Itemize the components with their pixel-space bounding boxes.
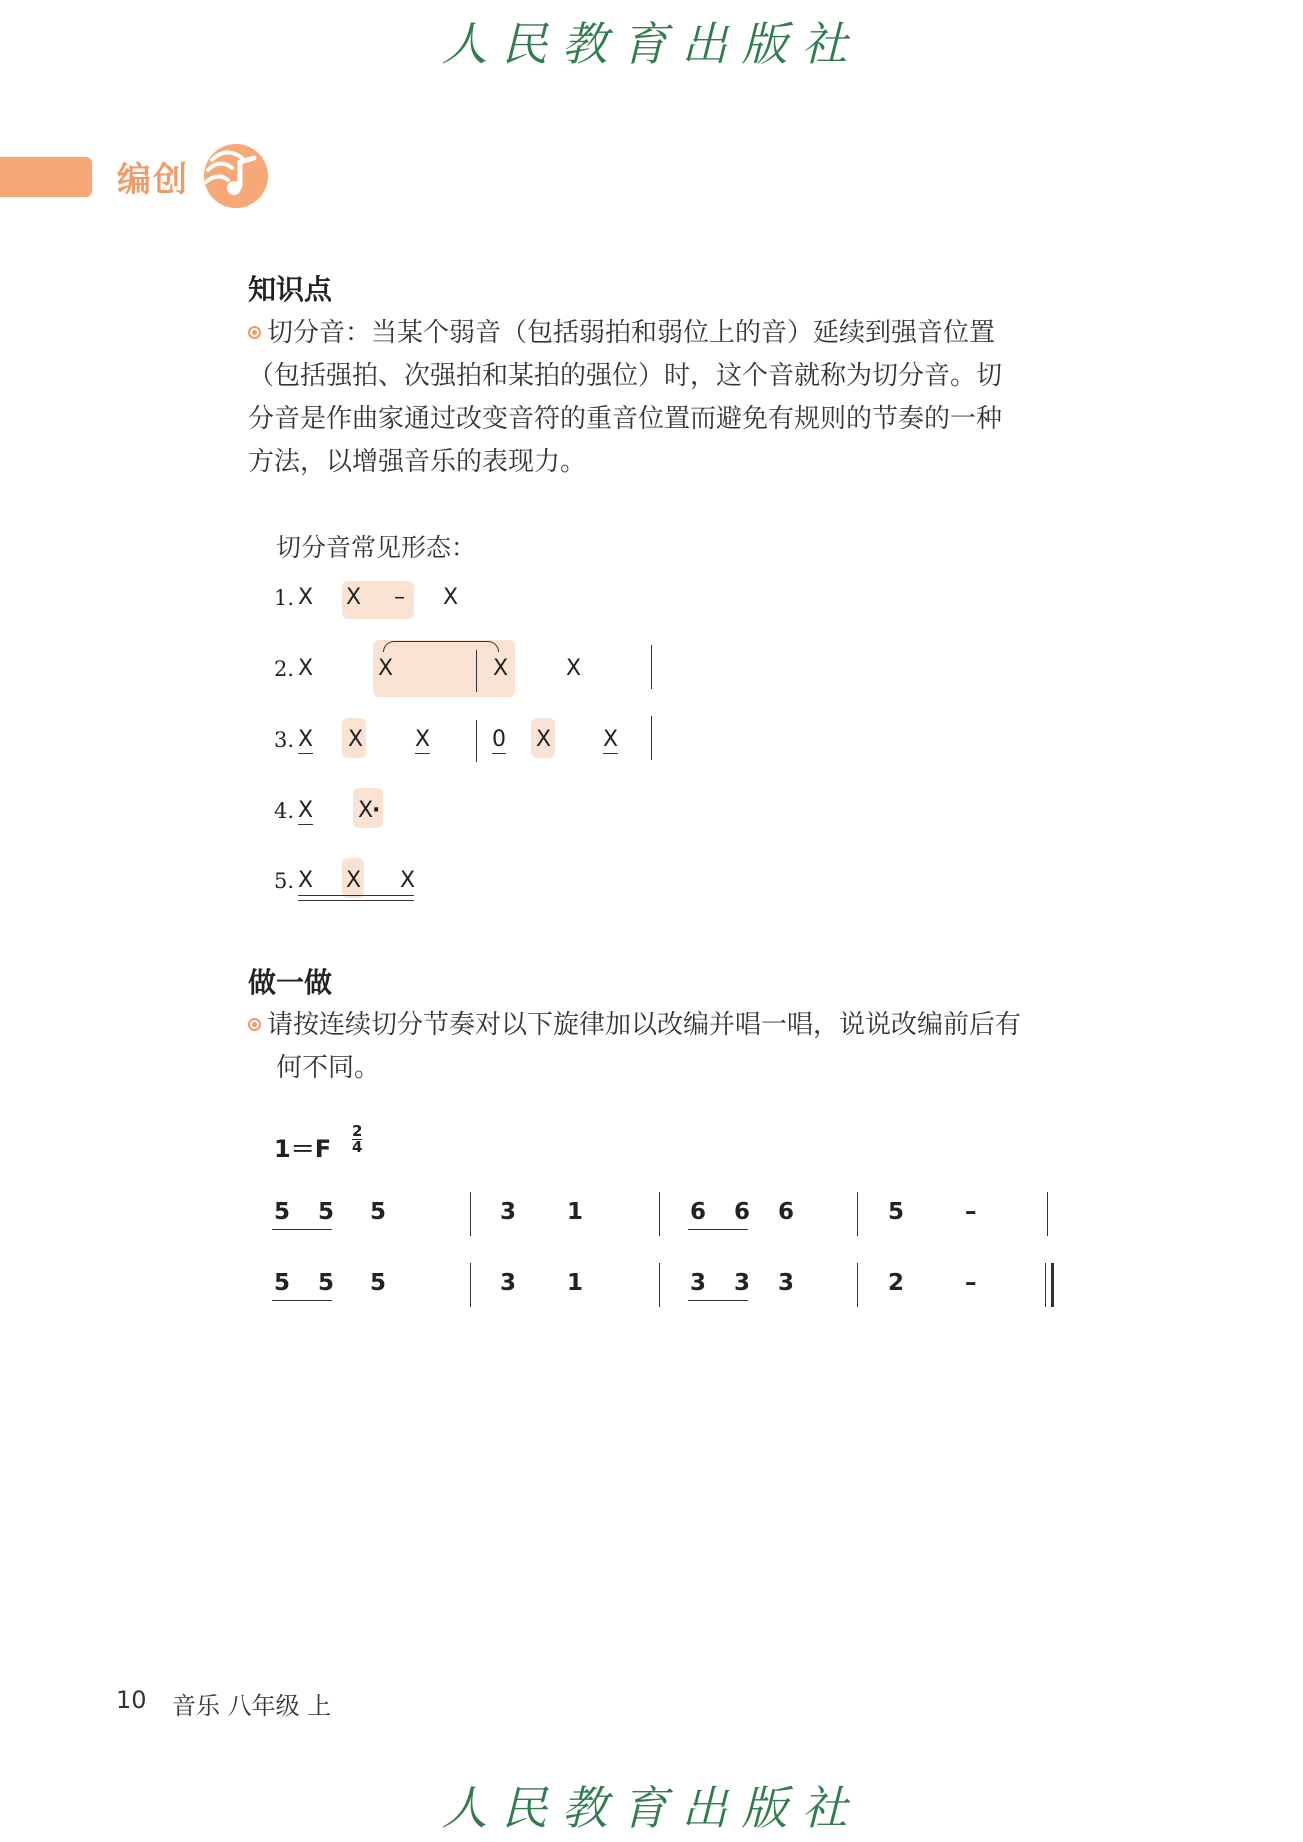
final-barline-thin [1045,1263,1046,1307]
final-barline-thick [1051,1263,1054,1307]
note: 5 [888,1199,905,1225]
rhythm-note: X [493,656,509,681]
beam-line [298,900,414,901]
dash: – [965,1199,977,1225]
barline [476,720,477,762]
rhythm-note: X [378,656,394,681]
tie-arc [383,641,499,652]
note: 3 [500,1199,517,1225]
rhythm-rest: 0 [492,727,506,752]
note: 1 [567,1270,584,1296]
note: 3 [734,1270,751,1296]
publisher-footer: 人民教育出版社 [441,1781,862,1835]
form-number: 2. [274,657,295,681]
barline [1047,1192,1048,1236]
rhythm-note: X [346,585,362,610]
beam-line [688,1300,748,1301]
note: 5 [370,1199,387,1225]
beam-line [298,895,414,896]
note: 5 [274,1199,291,1225]
rhythm-note: X [415,727,431,752]
form-number: 4. [274,799,295,823]
music-note-swirl-icon [196,140,268,212]
beam-line [272,1300,332,1301]
rhythm-note: X [603,727,619,752]
barline [470,1192,471,1236]
form-number: 5. [274,869,295,893]
section-bar [0,157,92,197]
rhythm-dash: – [394,585,405,610]
section-title: 编创 [117,160,189,200]
forms-label: 切分音常见形态： [276,533,477,562]
key-signature: 1＝F [274,1135,332,1163]
rhythm-note: X [358,798,374,823]
form-number: 3. [274,728,295,752]
note: 3 [500,1270,517,1296]
rhythm-note: X [536,727,552,752]
rhythm-note: X [400,868,416,893]
rhythm-note: X [298,798,314,823]
rhythm-note: X [443,585,459,610]
barline [470,1263,471,1307]
barline [857,1192,858,1236]
rhythm-note: X [348,727,364,752]
form-number: 1. [274,586,295,610]
barline [476,650,477,692]
knowledge-paragraph [248,312,1018,484]
barline [659,1263,660,1307]
note: 5 [318,1270,335,1296]
rhythm-note: X [298,585,314,610]
note: 5 [370,1270,387,1296]
note: 2 [888,1270,905,1296]
note: 3 [690,1270,707,1296]
book-title: 音乐 八年级 上 [172,1692,332,1720]
activity-paragraph [248,1004,1036,1090]
bullet-icon [248,326,261,339]
time-signature [352,1124,362,1155]
activity-heading: 做一做 [248,966,333,999]
rhythm-note: X [298,868,314,893]
time-bottom: 4 [352,1138,363,1156]
rhythm-dot: · [372,798,381,823]
barline [659,1192,660,1236]
bullet-icon [248,1018,261,1031]
page-number: 10 [116,1686,147,1714]
activity-text: 请按连续切分节奏对以下旋律加以改编并唱一唱，说说改编前后有何不同。 [267,1010,1022,1083]
note: 3 [778,1270,795,1296]
note: 5 [274,1270,291,1296]
barline [857,1263,858,1307]
time-top: 2 [352,1122,363,1140]
beam-line [272,1229,332,1230]
barline [651,645,652,689]
rhythm-note: X [346,868,362,893]
note: 6 [734,1199,751,1225]
rhythm-note: X [298,656,314,681]
publisher-header: 人民教育出版社 [441,17,862,71]
knowledge-text: 切分音：当某个弱音（包括弱拍和弱位上的音）延续到强音位置（包括强拍、次强拍和某拍的强位）时，这个音就称为切分音。切分音是作曲家通过改变音符的重音位置而避免有规则的节奏的一种方法，以增强音乐的表现力。 [248,318,1003,477]
rhythm-note: X [298,727,314,752]
note: 5 [318,1199,335,1225]
note: 1 [567,1199,584,1225]
beam-line [688,1229,748,1230]
dash: – [965,1270,977,1296]
barline [651,716,652,760]
rhythm-note: X [566,656,582,681]
knowledge-heading: 知识点 [248,273,333,306]
note: 6 [778,1199,795,1225]
note: 6 [690,1199,707,1225]
